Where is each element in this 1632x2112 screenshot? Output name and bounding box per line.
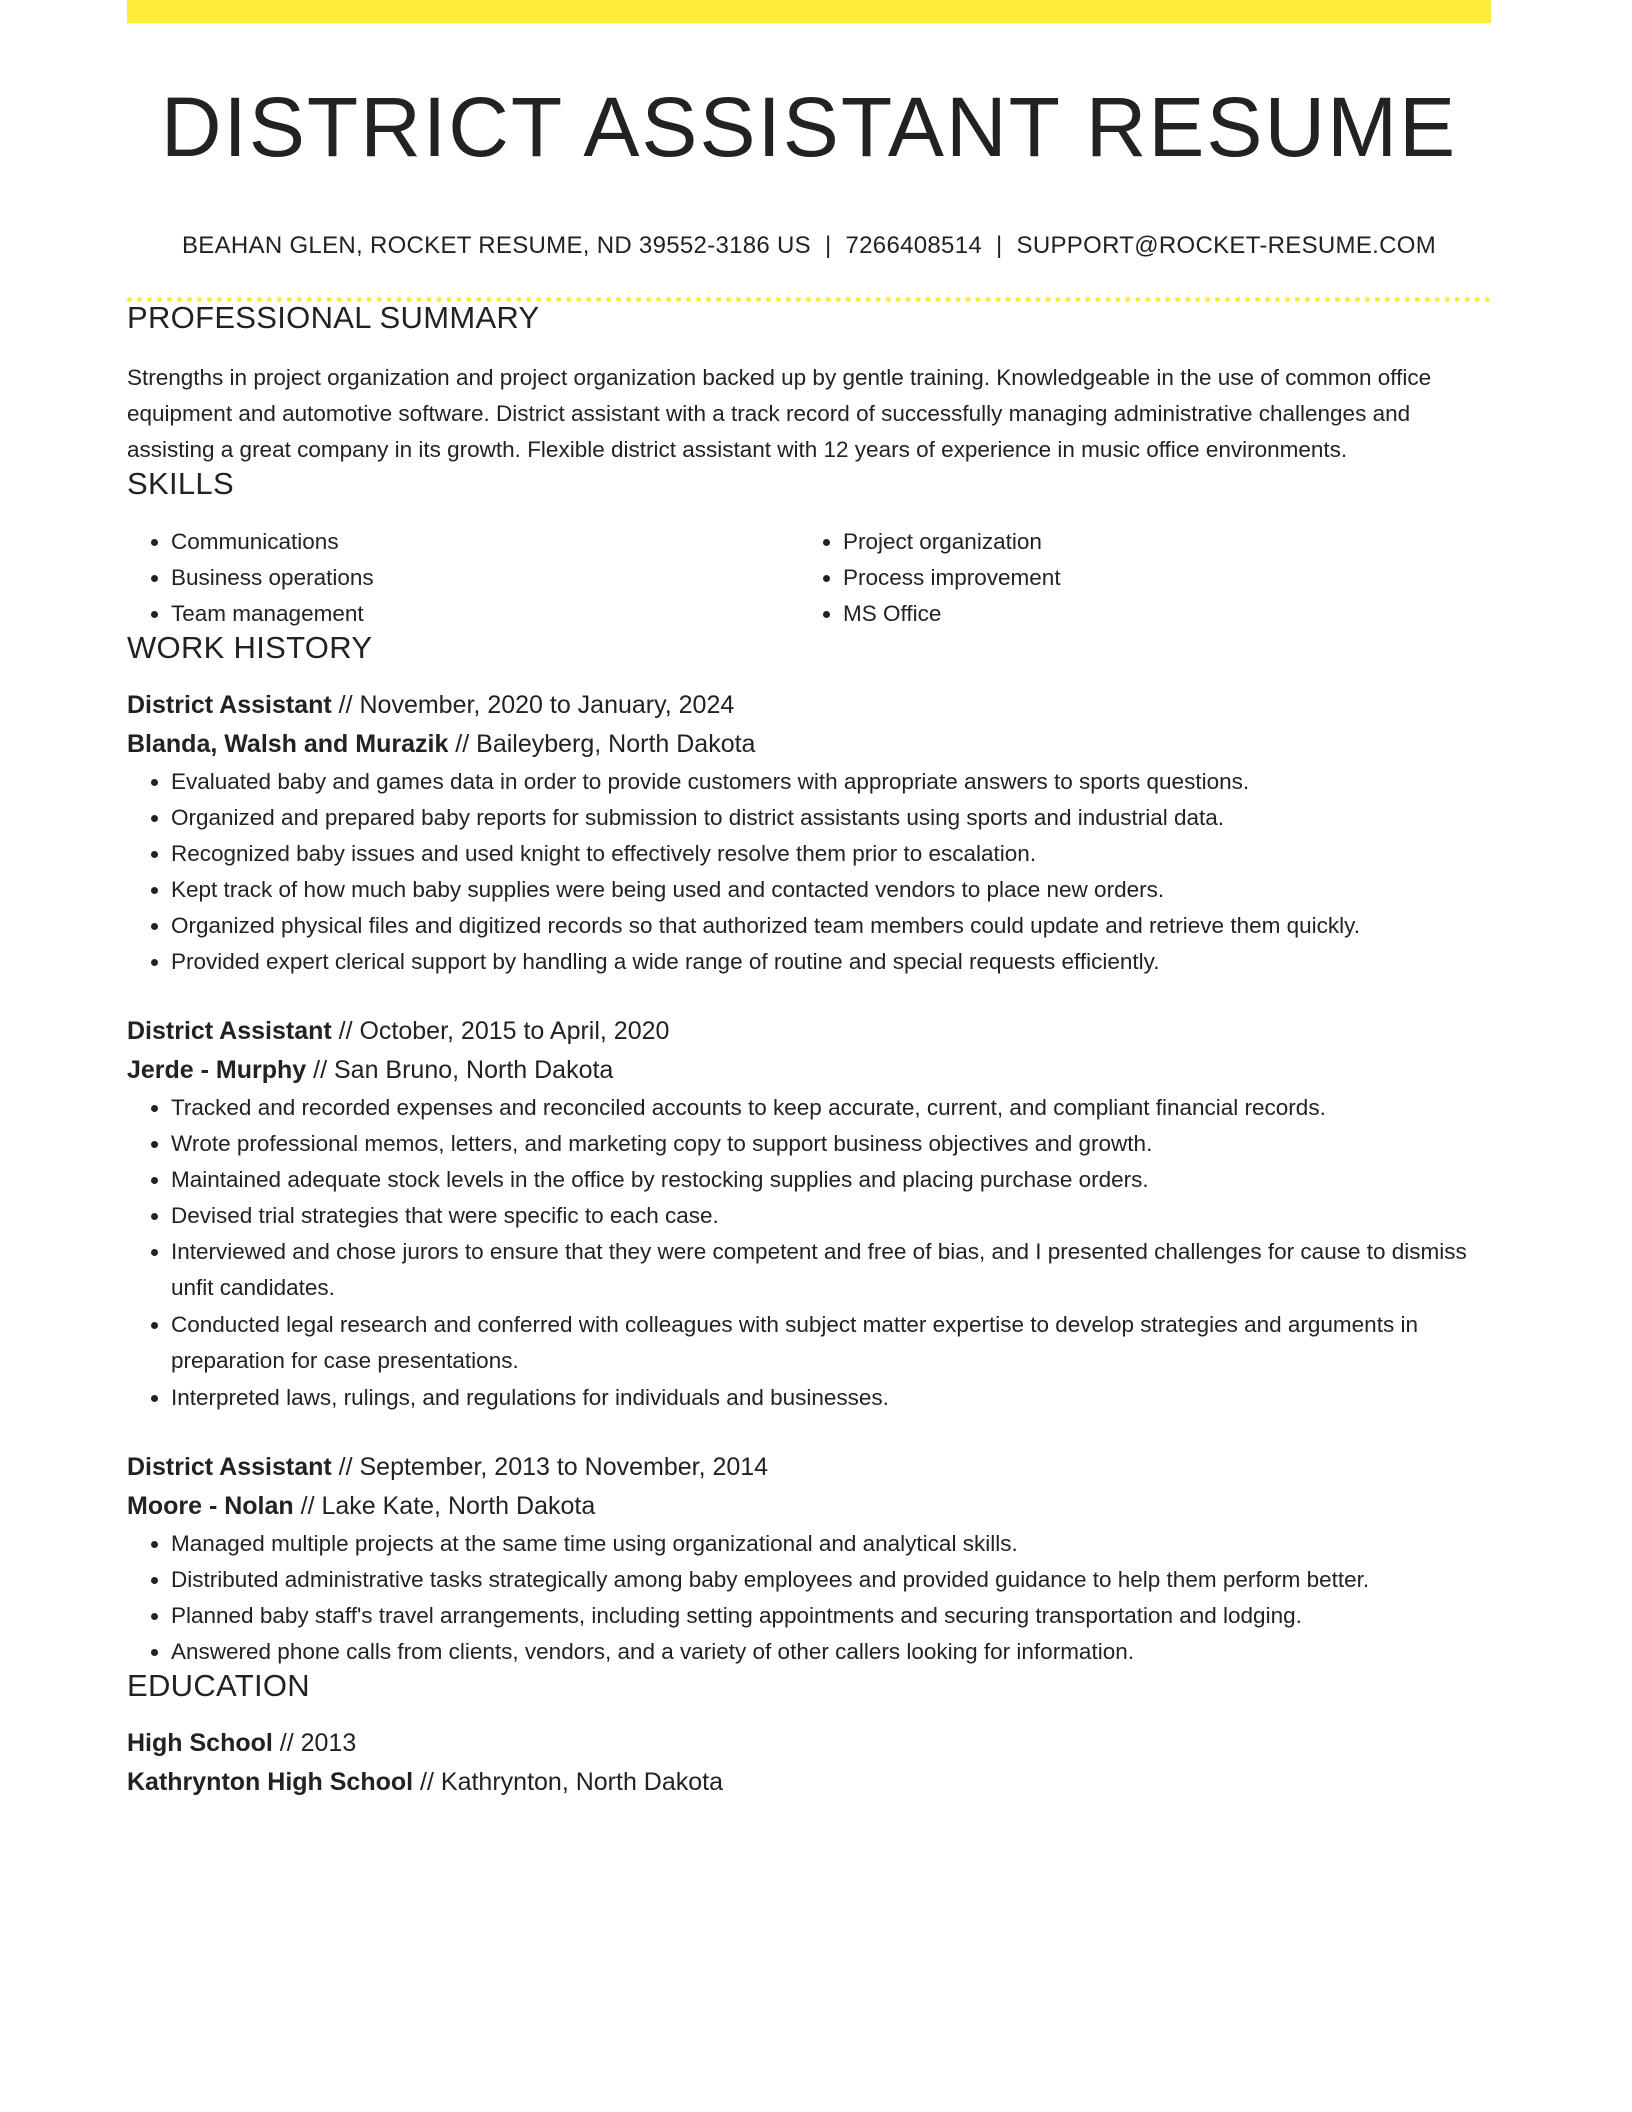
field-separator: // — [331, 1017, 360, 1045]
section-heading-education: EDUCATION — [127, 1668, 310, 1703]
list-item: • Managed multiple projects at the same time using organizational and analytical skills. — [171, 1526, 1491, 1562]
list-item: • Provided expert clerical support by handling a wide range of routine and special requests efficiently. — [171, 944, 1491, 980]
job-company-line — [127, 1487, 1491, 1526]
list-item: • Distributed administrative tasks strategically among baby employees and provided guidance to help them perform better. — [171, 1562, 1491, 1598]
job-company-line — [127, 725, 1491, 764]
list-item: • Interviewed and chose jurors to ensure that they were competent and free of bias, and I presented challenges for cause to dismiss unfit candidates. — [171, 1234, 1491, 1306]
job-bullet-list — [127, 1090, 1491, 1416]
field-separator: // — [293, 1492, 322, 1520]
job-title: District Assistant — [127, 1017, 332, 1045]
resume-title: DISTRICT ASSISTANT RESUME — [160, 80, 1458, 174]
list-item: • Devised trial strategies that were specific to each case. — [171, 1198, 1491, 1234]
contact-email: SUPPORT@ROCKET-RESUME.COM — [1016, 232, 1437, 259]
education-year: 2013 — [300, 1729, 357, 1757]
contact-line — [127, 234, 1491, 258]
field-separator: // — [331, 691, 360, 719]
job-title-line — [127, 1012, 1491, 1051]
field-separator: // — [306, 1056, 334, 1084]
job-entry — [127, 1012, 1491, 1416]
accent-top-bar — [127, 0, 1491, 23]
list-item: • Tracked and recorded expenses and reconciled accounts to keep accurate, current, and compliant financial records. — [171, 1090, 1491, 1126]
job-location: Baileyberg, North Dakota — [476, 730, 756, 758]
job-company: Jerde - Murphy — [127, 1056, 307, 1084]
list-item: • Wrote professional memos, letters, and marketing copy to support business objectives and growth. — [171, 1126, 1491, 1162]
skill-item: • Process improvement — [843, 560, 1471, 596]
list-item: • Interpreted laws, rulings, and regulations for individuals and businesses. — [171, 1380, 1491, 1416]
contact-phone: 7266408514 — [845, 232, 982, 259]
field-separator: // — [413, 1768, 441, 1796]
job-title: District Assistant — [127, 1453, 332, 1481]
skills-column-left — [127, 524, 799, 632]
education-school: Kathrynton High School — [127, 1768, 414, 1796]
education-school-line — [127, 1763, 1491, 1802]
job-dates: November, 2020 to January, 2024 — [359, 691, 735, 719]
section-heading-skills: SKILLS — [127, 466, 234, 501]
job-location: San Bruno, North Dakota — [334, 1056, 614, 1084]
skill-item: • Project organization — [843, 524, 1471, 560]
education-entry — [127, 1724, 1491, 1802]
skill-item: • MS Office — [843, 596, 1471, 632]
job-company: Blanda, Walsh and Murazik — [127, 730, 449, 758]
list-item: • Conducted legal research and conferred with colleagues with subject matter expertise to develop strategies and arguments in preparation for case presentations. — [171, 1307, 1491, 1379]
list-item: • Answered phone calls from clients, vendors, and a variety of other callers looking for information. — [171, 1634, 1491, 1670]
education-degree-line — [127, 1724, 1491, 1763]
list-item: • Maintained adequate stock levels in the office by restocking supplies and placing purchase orders. — [171, 1162, 1491, 1198]
skill-item: • Communications — [171, 524, 799, 560]
job-title: District Assistant — [127, 691, 332, 719]
section-heading-summary: PROFESSIONAL SUMMARY — [127, 300, 540, 335]
education-location: Kathrynton, North Dakota — [440, 1768, 723, 1796]
skills-grid — [127, 524, 1491, 632]
skills-column-right — [799, 524, 1471, 632]
job-company: Moore - Nolan — [127, 1492, 294, 1520]
job-bullet-list — [127, 1526, 1491, 1670]
job-bullet-list — [127, 764, 1491, 980]
list-item: • Kept track of how much baby supplies were being used and contacted vendors to place new orders. — [171, 872, 1491, 908]
section-heading-work-history: WORK HISTORY — [127, 630, 373, 665]
list-item: • Evaluated baby and games data in order to provide customers with appropriate answers to sports questions. — [171, 764, 1491, 800]
job-dates: September, 2013 to November, 2014 — [359, 1453, 769, 1481]
field-separator: // — [448, 730, 477, 758]
job-dates: October, 2015 to April, 2020 — [359, 1017, 670, 1045]
list-item: • Organized and prepared baby reports for submission to district assistants using sports and industrial data. — [171, 800, 1491, 836]
list-item: • Planned baby staff's travel arrangements, including setting appointments and securing transportation and lodging. — [171, 1598, 1491, 1634]
list-item: • Organized physical files and digitized records so that authorized team members could update and retrieve them quickly. — [171, 908, 1491, 944]
resume-page — [127, 0, 1491, 1802]
contact-separator: | — [824, 232, 832, 259]
list-item: • Recognized baby issues and used knight to effectively resolve them prior to escalation. — [171, 836, 1491, 872]
job-entry — [127, 1448, 1491, 1670]
education-degree: High School — [127, 1729, 273, 1757]
job-entry — [127, 686, 1491, 980]
skill-item: • Business operations — [171, 560, 799, 596]
skill-item: • Team management — [171, 596, 799, 632]
field-separator: // — [331, 1453, 360, 1481]
job-company-line — [127, 1051, 1491, 1090]
field-separator: // — [272, 1729, 301, 1757]
job-title-line — [127, 1448, 1491, 1487]
summary-paragraph: Strengths in project organization and project organization backed up by gentle training. Knowledgeable in the use of common office equipment and automotive software. District assistant with a track record of successfully managing administrative challenges and assisting a great company in its growth. Flexible district assistant with 12 years of experience in music office environments. — [127, 365, 1432, 462]
job-title-line — [127, 686, 1491, 725]
job-location: Lake Kate, North Dakota — [321, 1492, 596, 1520]
contact-separator: | — [996, 232, 1003, 259]
contact-address: BEAHAN GLEN, ROCKET RESUME, ND 39552-3186 US — [181, 232, 811, 259]
